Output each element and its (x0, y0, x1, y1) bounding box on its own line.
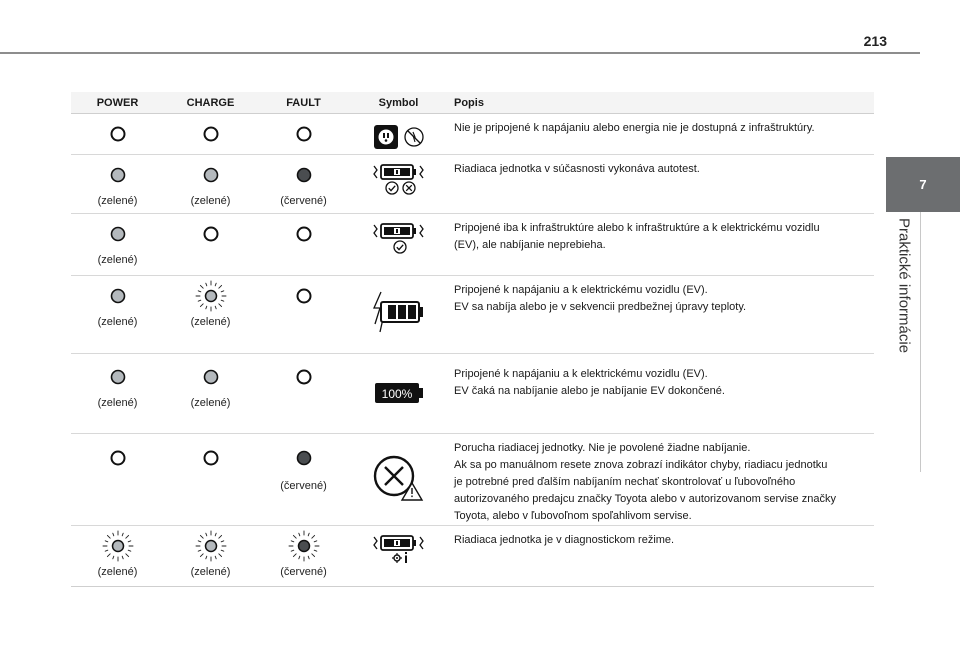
description-line: Ak sa po manuálnom resete znova zobrazí indikátor chyby, riadiacu jednotku (454, 459, 828, 471)
led-status-table (71, 92, 874, 587)
symbol-cell (350, 434, 447, 526)
description-line: autorizovaného predajcu značky Toyota alebo v autorizovanom servise značky (454, 493, 836, 505)
symbol-cell (350, 155, 447, 214)
power-cell (71, 434, 164, 526)
table-row (71, 354, 874, 434)
page-number: 213 (863, 33, 887, 49)
charge-cell (164, 114, 257, 155)
table-row (71, 526, 874, 587)
power-led-green-icon (108, 286, 128, 306)
fault-cell (257, 526, 350, 587)
charge-color-label: (zelené) (190, 316, 231, 328)
header-power: POWER (71, 92, 164, 114)
charge-led-blinking-green-icon (195, 530, 227, 562)
power-cell (71, 354, 164, 434)
description-line: EV sa nabíja alebo je v sekvencii predbežnej úpravy teploty. (454, 301, 747, 313)
fault-led-off-icon (294, 286, 314, 306)
table-row (71, 114, 874, 155)
charge-cell (164, 155, 257, 214)
self-test-icon (372, 162, 426, 198)
fault-color-label: (červené) (280, 195, 327, 207)
charge-led-green-icon (201, 165, 221, 185)
description-line: Nie je pripojené k napájaniu alebo energia nie je dostupná z infraštruktúry. (454, 122, 815, 134)
header-symbol: Symbol (350, 92, 447, 114)
power-color-label: (zelené) (97, 316, 138, 328)
fault-color-label: (červené) (280, 480, 327, 492)
outlet-no-power-icon (373, 124, 425, 150)
charge-color-label: (zelené) (190, 195, 231, 207)
fault-cell (257, 434, 350, 526)
description-line: Riadiaca jednotka je v diagnostickom režime. (454, 534, 675, 546)
description-line: EV čaká na nabíjanie alebo je nabíjanie EV dokončené. (454, 385, 725, 397)
description-line: Pripojené k napájaniu a k elektrickému vozidlu (EV). (454, 284, 708, 296)
symbol-cell (350, 526, 447, 587)
power-cell (71, 276, 164, 354)
charge-color-label: (zelené) (190, 566, 231, 578)
description-cell (447, 114, 874, 155)
power-led-green-icon (108, 367, 128, 387)
table-row (71, 434, 874, 526)
power-color-label: (zelené) (97, 397, 138, 409)
header-rule (0, 52, 920, 54)
description-line: Pripojené k napájaniu a k elektrickému vozidlu (EV). (454, 368, 708, 380)
fault-led-blinking-red-icon (288, 530, 320, 562)
header-fault: FAULT (257, 92, 350, 114)
battery-percent-text: 100% (381, 387, 412, 401)
fault-led-red-icon (294, 165, 314, 185)
description-line: Riadiaca jednotka v súčasnosti vykonáva autotest. (454, 163, 700, 175)
charge-cell (164, 354, 257, 434)
description-line: je potrebné pred ďalším nabíjaním nechať skontrolovať u ľubovoľného (454, 476, 796, 488)
description-line: Pripojené iba k infraštruktúre alebo k infraštruktúre a k elektrickému vozidlu (454, 222, 820, 234)
charge-led-off-icon (201, 224, 221, 244)
description-cell (447, 526, 874, 587)
chapter-title: Praktické informácie (895, 218, 913, 354)
table-row (71, 214, 874, 276)
symbol-cell (350, 114, 447, 155)
charge-led-blinking-green-icon (195, 280, 227, 312)
power-led-green-icon (108, 224, 128, 244)
fault-cell (257, 114, 350, 155)
power-led-green-icon (108, 165, 128, 185)
chapter-title-container (893, 218, 915, 368)
charge-led-off-icon (201, 448, 221, 468)
power-color-label: (zelené) (97, 195, 138, 207)
battery-full-icon (374, 382, 424, 404)
power-led-blinking-green-icon (102, 530, 134, 562)
description-line: Toyota, alebo v ľubovoľnom spoľahlivom servise. (454, 510, 692, 522)
charge-led-off-icon (201, 124, 221, 144)
power-color-label: (zelené) (97, 254, 138, 266)
power-cell (71, 155, 164, 214)
description-line: Porucha riadiacej jednotky. Nie je povolené žiadne nabíjanie. (454, 442, 751, 454)
fault-cell (257, 214, 350, 276)
battery-charging-icon (371, 290, 427, 334)
header-charge: CHARGE (164, 92, 257, 114)
symbol-cell (350, 354, 447, 434)
charge-color-label: (zelené) (190, 397, 231, 409)
description-cell (447, 155, 874, 214)
fault-cell (257, 354, 350, 434)
diagnostic-icon (372, 533, 426, 569)
table-header-row (71, 92, 874, 114)
fault-warning-icon (372, 454, 426, 502)
connected-idle-icon (372, 221, 426, 257)
description-cell (447, 434, 874, 526)
header-description: Popis (447, 92, 874, 114)
charge-cell (164, 276, 257, 354)
power-led-off-icon (108, 124, 128, 144)
fault-cell (257, 276, 350, 354)
charge-led-green-icon (201, 367, 221, 387)
fault-color-label: (červené) (280, 566, 327, 578)
description-cell (447, 276, 874, 354)
fault-led-red-icon (294, 448, 314, 468)
power-color-label: (zelené) (97, 566, 138, 578)
power-cell (71, 214, 164, 276)
power-led-off-icon (108, 448, 128, 468)
description-cell (447, 354, 874, 434)
description-cell (447, 214, 874, 276)
fault-led-off-icon (294, 367, 314, 387)
symbol-cell (350, 276, 447, 354)
charge-cell (164, 526, 257, 587)
charge-cell (164, 434, 257, 526)
description-line: (EV), ale nabíjanie neprebieha. (454, 239, 606, 251)
chapter-tab: 7 (886, 157, 960, 212)
power-cell (71, 114, 164, 155)
power-cell (71, 526, 164, 587)
charge-cell (164, 214, 257, 276)
fault-cell (257, 155, 350, 214)
fault-led-off-icon (294, 124, 314, 144)
table-row (71, 155, 874, 214)
fault-led-off-icon (294, 224, 314, 244)
symbol-cell (350, 214, 447, 276)
side-divider (920, 212, 921, 472)
table-row (71, 276, 874, 354)
